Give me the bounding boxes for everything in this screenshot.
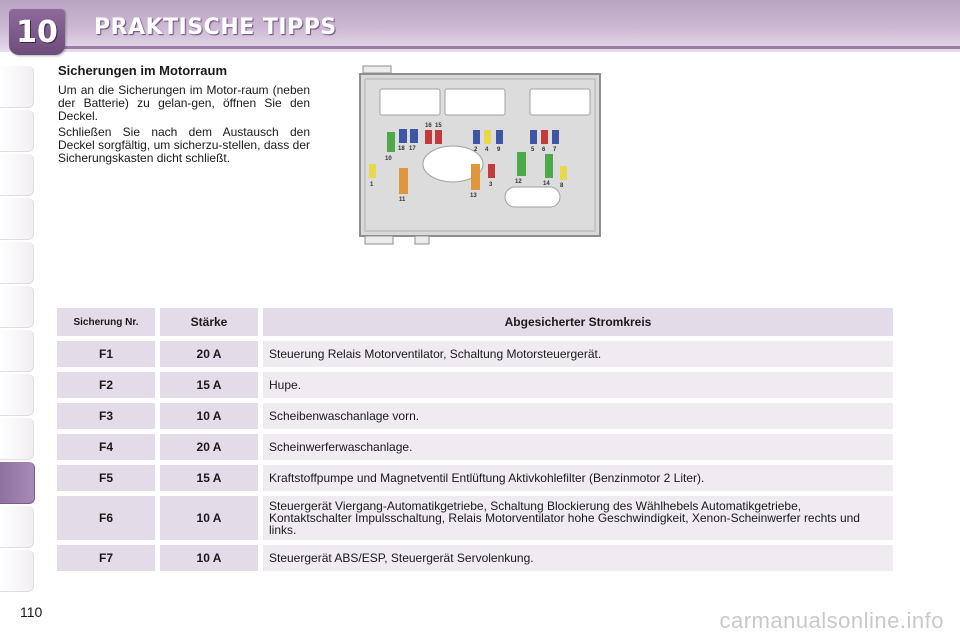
table-header-row [57,308,893,336]
table-row [57,465,893,491]
chapter-tab-6[interactable] [0,286,34,328]
fuse-circuit: Steuerung Relais Motorventilator, Schaltung Motorsteuergerät. [263,341,893,367]
fuse-circuit: Steuergerät ABS/ESP, Steuergerät Servolenkung. [263,545,893,571]
fuse-label-1: 1 [370,182,374,188]
fuse-label-17: 17 [409,146,416,152]
fuse-box-cutout-lower [505,187,560,207]
closing-paragraph: Schließen Sie nach dem Austausch den Deckel sorgfältig, um sicherzu-stellen, dass der Sicherungskasten dicht schließt. [58,125,310,165]
fuse-8 [560,166,567,180]
fuse-number: F7 [57,545,155,571]
fuse-5 [530,130,537,144]
fuse-16 [425,130,432,144]
fuse-label-12: 12 [515,179,522,185]
header-fuse-number: Sicherung Nr. [57,308,155,336]
fuse-label-3: 3 [489,182,493,188]
fuse-box-foot-right [415,236,429,244]
fuse-number: F1 [57,341,155,367]
fuse-6 [541,130,548,144]
chapter-tab-7[interactable] [0,330,34,372]
fuse-2 [473,130,480,144]
fuse-15 [435,130,442,144]
fuse-rating: 10 A [160,496,258,540]
table-row [57,545,893,571]
chapter-tab-10[interactable] [0,462,35,504]
fuse-label-18: 18 [398,146,405,152]
table-row [57,341,893,367]
table-row [57,403,893,429]
chapter-tab-11[interactable] [0,506,34,548]
fuse-9 [496,130,503,144]
fuse-circuit: Scheibenwaschanlage vorn. [263,403,893,429]
fuse-number: F2 [57,372,155,398]
relay-2 [445,89,505,115]
header-circuit: Abgesicherter Stromkreis [263,308,893,336]
intro-paragraph: Um an die Sicherungen im Motor-raum (neben der Batterie) zu gelan-gen, öffnen Sie den Deckel. [58,83,310,123]
fuse-number: F4 [57,434,155,460]
fuse-label-14: 14 [543,181,550,187]
fuse-rating: 15 A [160,465,258,491]
chapter-tab-3[interactable] [0,154,34,196]
fuse-3 [488,164,495,178]
fuse-10 [387,132,395,152]
fuse-label-11: 11 [399,197,406,203]
fuse-1 [369,164,376,178]
relay-1 [380,89,440,115]
fuse-label-2: 2 [474,147,478,153]
fuse-rating: 20 A [160,341,258,367]
chapter-tab-8[interactable] [0,374,34,416]
fuse-17 [410,129,418,143]
fuse-circuit: Steuergerät Viergang-Automatikgetriebe, Schaltung Blockierung des Wählhebels Automatikgetriebe, Kontaktschalter Impulsschaltung, Relais Motorventilator hohe Geschwindigkeit, Xenon-Scheinwerfer rechts und links. [263,496,893,540]
fuse-label-9: 9 [497,147,501,153]
chapter-tab-1[interactable] [0,66,34,108]
fuse-circuit: Scheinwerferwaschanlage. [263,434,893,460]
chapter-tabs [0,66,34,594]
fuse-13 [471,164,480,190]
table-row [57,372,893,398]
fuse-11 [399,168,408,194]
chapter-tab-4[interactable] [0,198,34,240]
fuse-rating: 10 A [160,403,258,429]
relay-3 [530,89,590,115]
fuse-label-5: 5 [531,147,535,153]
section-title: Sicherungen im Motorraum [58,63,228,78]
page-title: PRAKTISCHE TIPPS [94,15,337,40]
header-rating: Stärke [160,308,258,336]
fuse-rating: 15 A [160,372,258,398]
fuse-box-top-clip [363,66,391,73]
fuse-label-7: 7 [553,147,557,153]
fuse-7 [552,130,559,144]
fuse-18 [399,129,407,143]
chapter-tab-12[interactable] [0,550,34,592]
fuse-label-6: 6 [542,147,546,153]
fuse-number: F3 [57,403,155,429]
chapter-badge: 10 [9,9,65,55]
fuse-circuit: Kraftstoffpumpe und Magnetventil Entlüftung Aktivkohlefilter (Benzinmotor 2 Liter). [263,465,893,491]
fuse-label-15: 15 [435,123,442,129]
fuse-12 [517,152,526,176]
fuse-box-diagram [355,64,607,250]
page-number: 110 [20,604,43,620]
fuse-circuit: Hupe. [263,372,893,398]
table-row [57,496,893,540]
fuse-label-13: 13 [470,193,477,199]
fuse-label-10: 10 [385,156,392,162]
watermark: carmanualsonline.info [719,608,944,633]
fuse-table [52,303,898,576]
fuse-rating: 20 A [160,434,258,460]
fuse-14 [545,154,553,178]
fuse-4 [484,130,491,144]
chapter-tab-2[interactable] [0,110,34,152]
fuse-number: F5 [57,465,155,491]
table-row [57,434,893,460]
fuse-label-16: 16 [425,123,432,129]
fuse-label-8: 8 [560,183,564,189]
fuse-box-foot-left [365,236,393,244]
fuse-label-4: 4 [485,147,489,153]
chapter-tab-9[interactable] [0,418,34,460]
fuse-rating: 10 A [160,545,258,571]
chapter-tab-5[interactable] [0,242,34,284]
fuse-number: F6 [57,496,155,540]
